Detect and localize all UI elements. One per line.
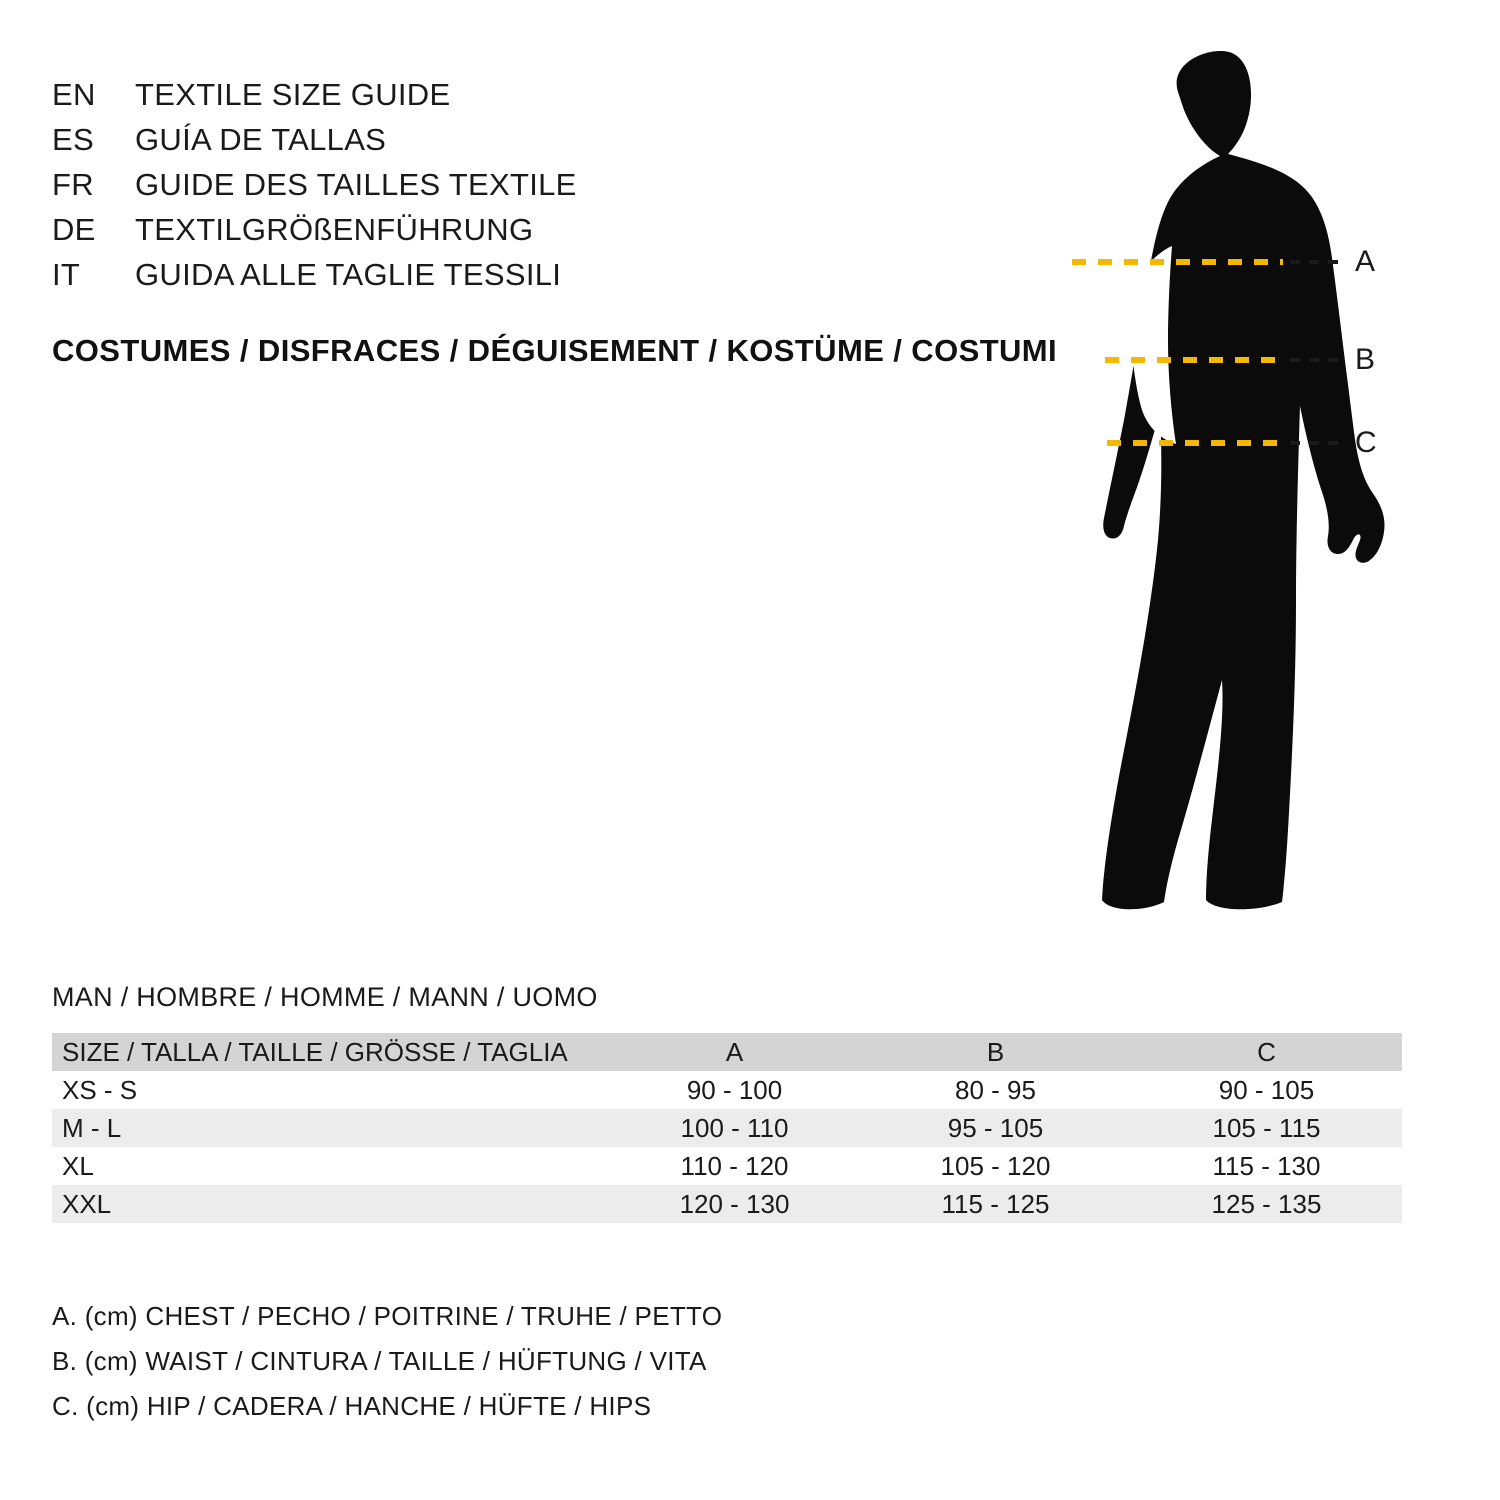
column-header-a: A — [725, 1036, 744, 1067]
cell-b: 80 - 95 — [955, 1074, 1036, 1105]
language-code: ES — [52, 122, 94, 157]
marker-label-b: B — [1355, 343, 1376, 376]
cell-a: 110 - 120 — [680, 1150, 789, 1181]
language-row — [52, 162, 952, 207]
column-header-b: B — [986, 1036, 1005, 1067]
body-silhouette-figure — [1020, 40, 1440, 930]
table-caption: MAN / HOMBRE / HOMME / MANN / UOMO — [52, 982, 598, 1012]
cell-a: 100 - 110 — [680, 1112, 789, 1143]
legend-line-c: C. (cm) HIP / CADERA / HANCHE / HÜFTE / HIPS — [52, 1391, 652, 1421]
table-row — [52, 1071, 1402, 1109]
language-text: GUÍA DE TALLAS — [135, 122, 387, 157]
language-row — [52, 72, 952, 117]
cell-c: 115 - 130 — [1212, 1150, 1321, 1181]
language-row — [52, 252, 952, 297]
cell-size: XL — [62, 1150, 94, 1181]
cell-c: 125 - 135 — [1211, 1188, 1322, 1219]
page-title: COSTUMES / DISFRACES / DÉGUISEMENT / KOSTÜME / COSTUMI — [52, 333, 1058, 368]
language-text: GUIDA ALLE TAGLIE TESSILI — [135, 257, 562, 292]
silhouette-shape — [1102, 51, 1385, 909]
cell-size: XXL — [62, 1188, 112, 1219]
table-header-row — [52, 1033, 1402, 1071]
cell-b: 105 - 120 — [940, 1150, 1051, 1181]
language-text: GUIDE DES TAILLES TEXTILE — [135, 167, 577, 202]
language-list — [52, 72, 952, 297]
legend-line-a: A. (cm) CHEST / PECHO / POITRINE / TRUHE / PETTO — [52, 1301, 723, 1331]
table-row — [52, 1185, 1402, 1223]
cell-b: 95 - 105 — [947, 1112, 1044, 1143]
column-header-c: C — [1257, 1036, 1276, 1067]
cell-size: XS - S — [62, 1074, 138, 1105]
cell-size: M - L — [62, 1112, 122, 1143]
cell-c: 90 - 105 — [1218, 1074, 1315, 1105]
language-row — [52, 207, 952, 252]
size-table — [52, 1033, 1402, 1223]
marker-label-a: A — [1355, 245, 1376, 278]
language-code: DE — [52, 212, 96, 247]
measurement-legend — [52, 1294, 722, 1429]
language-text: TEXTILGRÖßENFÜHRUNG — [135, 212, 534, 247]
legend-line-b: B. (cm) WAIST / CINTURA / TAILLE / HÜFTUNG / VITA — [52, 1346, 707, 1376]
table-row — [52, 1147, 1402, 1185]
cell-a: 120 - 130 — [679, 1188, 790, 1219]
marker-label-c: C — [1355, 426, 1378, 459]
language-code: FR — [52, 167, 94, 202]
cell-b: 115 - 125 — [941, 1188, 1050, 1219]
language-row — [52, 117, 952, 162]
cell-c: 105 - 115 — [1212, 1112, 1321, 1143]
language-code: IT — [52, 257, 81, 292]
table-row — [52, 1109, 1402, 1147]
language-text: TEXTILE SIZE GUIDE — [135, 77, 451, 112]
cell-a: 90 - 100 — [686, 1074, 783, 1105]
column-header-size: SIZE / TALLA / TAILLE / GRÖSSE / TAGLIA — [62, 1036, 568, 1067]
language-code: EN — [52, 77, 96, 112]
